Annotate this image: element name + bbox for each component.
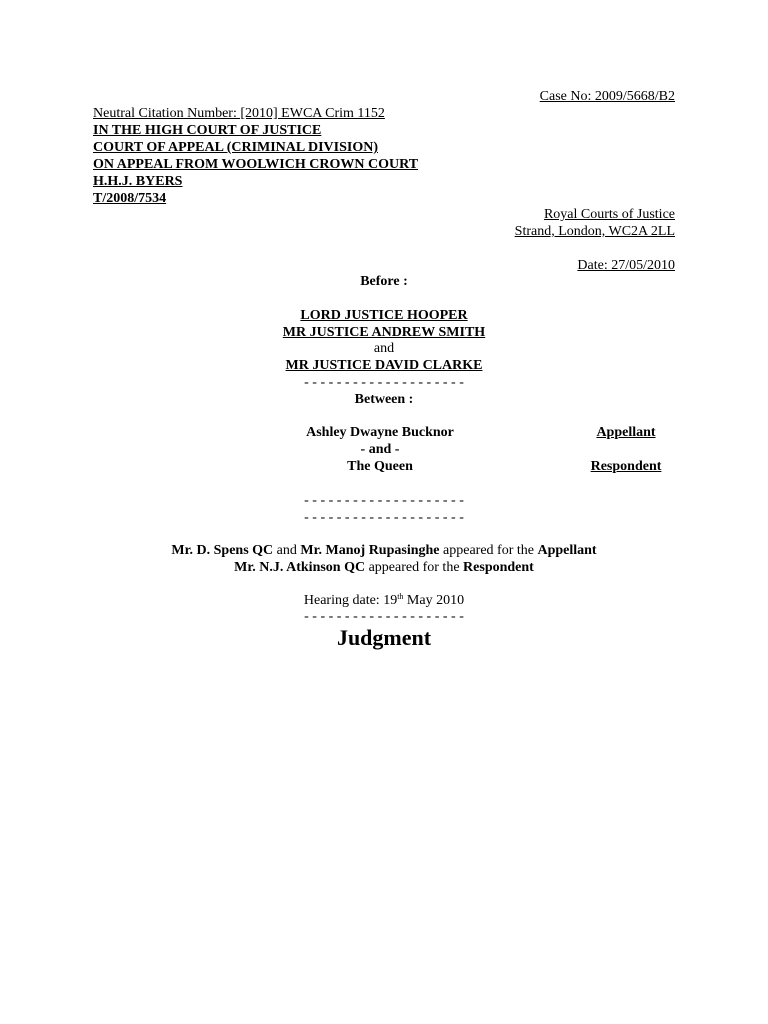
and-label: - and - bbox=[360, 442, 400, 457]
judge-name: LORD JUSTICE HOOPER bbox=[300, 308, 468, 323]
hearing-date-prefix: Hearing date: 19 bbox=[303, 593, 398, 608]
address-line: Royal Courts of Justice bbox=[543, 207, 675, 222]
address-line: Strand, London, WC2A 2LL bbox=[514, 224, 675, 239]
separator-line: - - - - - - - - - - - - - - - - - - - - bbox=[304, 493, 464, 508]
court-line: H.H.J. BYERS bbox=[93, 174, 183, 189]
between-label: Between : bbox=[354, 392, 414, 407]
court-line: ON APPEAL FROM WOOLWICH CROWN COURT bbox=[93, 157, 419, 172]
connector-text: appeared for the bbox=[439, 543, 538, 558]
court-line: COURT OF APPEAL (CRIMINAL DIVISION) bbox=[93, 140, 378, 155]
and-word: and bbox=[373, 341, 395, 356]
hearing-date-suffix: May 2010 bbox=[403, 593, 465, 608]
counsel-name: Mr. D. Spens QC bbox=[171, 543, 274, 558]
document-title: Judgment bbox=[336, 625, 432, 650]
before-label: Before : bbox=[360, 274, 408, 289]
court-line: T/2008/7534 bbox=[93, 191, 167, 206]
hearing-date bbox=[0, 592, 768, 609]
separator-line: - - - - - - - - - - - - - - - - - - - - bbox=[304, 609, 464, 624]
connector-text: appeared for the bbox=[365, 560, 464, 575]
counsel-name: Mr. N.J. Atkinson QC bbox=[234, 560, 366, 575]
counsel-appellant-line bbox=[0, 542, 768, 559]
counsel-name: Mr. Manoj Rupasinghe bbox=[300, 543, 440, 558]
neutral-citation: Neutral Citation Number: [2010] EWCA Crim 1152 bbox=[93, 106, 385, 121]
party-label: Appellant bbox=[537, 543, 597, 558]
counsel-respondent-line bbox=[0, 559, 768, 576]
separator-line: - - - - - - - - - - - - - - - - - - - - bbox=[304, 375, 464, 390]
hearing-date-superscript: th bbox=[397, 592, 404, 601]
court-line: IN THE HIGH COURT OF JUSTICE bbox=[93, 123, 322, 138]
judgment-date: Date: 27/05/2010 bbox=[577, 258, 675, 273]
connector-text: and bbox=[273, 543, 301, 558]
respondent-name: The Queen bbox=[347, 459, 413, 474]
judge-name: MR JUSTICE ANDREW SMITH bbox=[282, 325, 486, 340]
case-number: Case No: 2009/5668/B2 bbox=[539, 89, 675, 104]
separator-line: - - - - - - - - - - - - - - - - - - - - bbox=[304, 510, 464, 525]
party-label: Respondent bbox=[463, 560, 534, 575]
judge-name: MR JUSTICE DAVID CLARKE bbox=[285, 358, 483, 373]
appellant-name: Ashley Dwayne Bucknor bbox=[306, 425, 454, 440]
respondent-role: Respondent bbox=[590, 459, 662, 474]
appellant-role: Appellant bbox=[596, 425, 656, 440]
